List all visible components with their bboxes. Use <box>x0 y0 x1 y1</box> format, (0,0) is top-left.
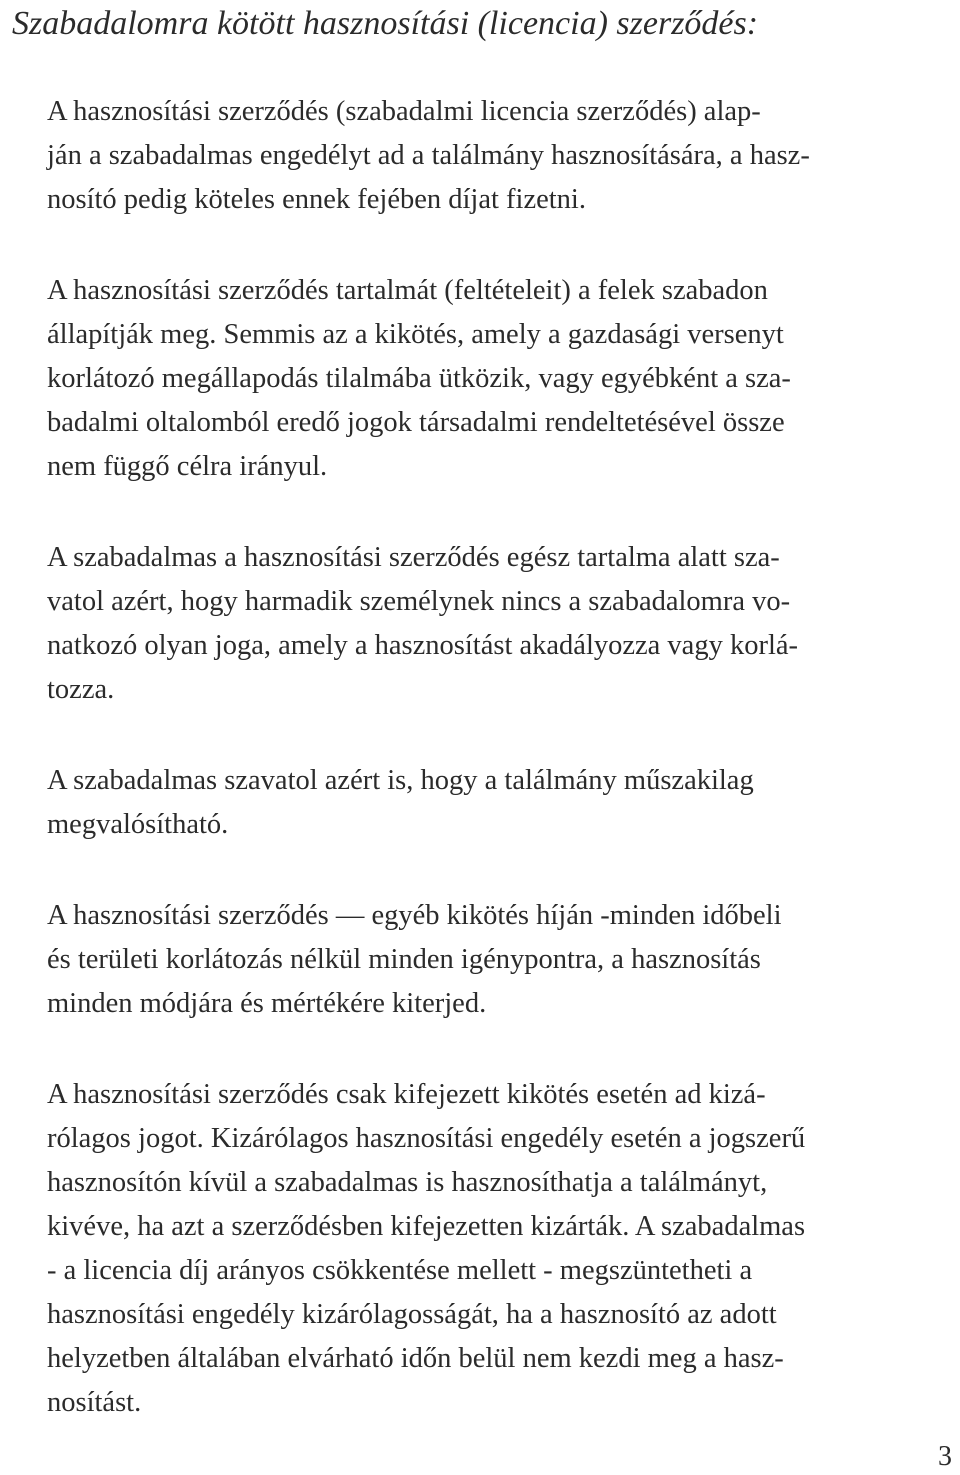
text-line: korlátozó megállapodás tilalmába ütközik, vagy egyébként a sza- <box>47 363 791 394</box>
paragraph-license-definition <box>12 90 952 222</box>
paragraph-warranty-feasibility <box>12 759 952 847</box>
paragraph-contract-content <box>12 269 952 489</box>
text-line: badalmi oltalomból eredő jogok társadalmi rendeltetésével össze <box>47 407 785 438</box>
text-line: és területi korlátozás nélkül minden igénypontra, a hasznosítás <box>47 944 761 975</box>
text-line: A szabadalmas szavatol azért is, hogy a találmány műszakilag <box>47 765 754 796</box>
document-title: Szabadalomra kötött hasznosítási (licencia) szerződés: <box>12 5 759 42</box>
text-line: A hasznosítási szerződés — egyéb kikötés híján -minden időbeli <box>47 900 782 931</box>
text-line: hasznosítási engedély kizárólagosságát, ha a hasznosító az adott <box>47 1299 777 1330</box>
text-line: helyzetben általában elvárható időn belül nem kezdi meg a hasz- <box>47 1343 784 1374</box>
text-line: vatol azért, hogy harmadik személynek nincs a szabadalomra vo- <box>47 586 791 617</box>
text-line: A hasznosítási szerződés tartalmát (feltételeit) a felek szabadon <box>47 275 768 306</box>
text-line: kivéve, ha azt a szerződésben kifejezetten kizárták. A szabadalmas <box>47 1211 806 1242</box>
text-line: minden módjára és mértékére kiterjed. <box>47 988 487 1019</box>
paragraph-exclusive-rights <box>12 1073 952 1425</box>
text-line: nosítást. <box>47 1387 142 1418</box>
text-line: tozza. <box>47 674 115 705</box>
text-line: hasznosítón kívül a szabadalmas is hasznosíthatja a találmányt, <box>47 1167 768 1198</box>
paragraph-scope <box>12 894 952 1026</box>
text-line: megvalósítható. <box>47 809 229 840</box>
text-line: állapítják meg. Semmis az a kikötés, amely a gazdasági versenyt <box>47 319 784 350</box>
text-line: - a licencia díj arányos csökkentése mellett - megszüntetheti a <box>47 1255 753 1286</box>
text-line: ján a szabadalmas engedélyt ad a találmány hasznosítására, a hasz- <box>47 140 810 171</box>
text-line: natkozó olyan joga, amely a hasznosítást akadályozza vagy korlá- <box>47 630 799 661</box>
text-line: A hasznosítási szerződés (szabadalmi licencia szerződés) alap- <box>47 96 761 127</box>
text-line: A szabadalmas a hasznosítási szerződés egész tartalma alatt sza- <box>47 542 780 573</box>
document-body <box>12 90 952 1472</box>
text-line: rólagos jogot. Kizárólagos hasznosítási engedély esetén a jogszerű <box>47 1123 806 1154</box>
text-line: A hasznosítási szerződés csak kifejezett kikötés esetén ad kizá- <box>47 1079 766 1110</box>
text-line: nem függő célra irányul. <box>47 451 328 482</box>
paragraph-warranty-third-party <box>12 536 952 712</box>
page-number: 3 <box>938 1441 952 1472</box>
text-line: nosító pedig köteles ennek fejében díjat fizetni. <box>47 184 586 215</box>
